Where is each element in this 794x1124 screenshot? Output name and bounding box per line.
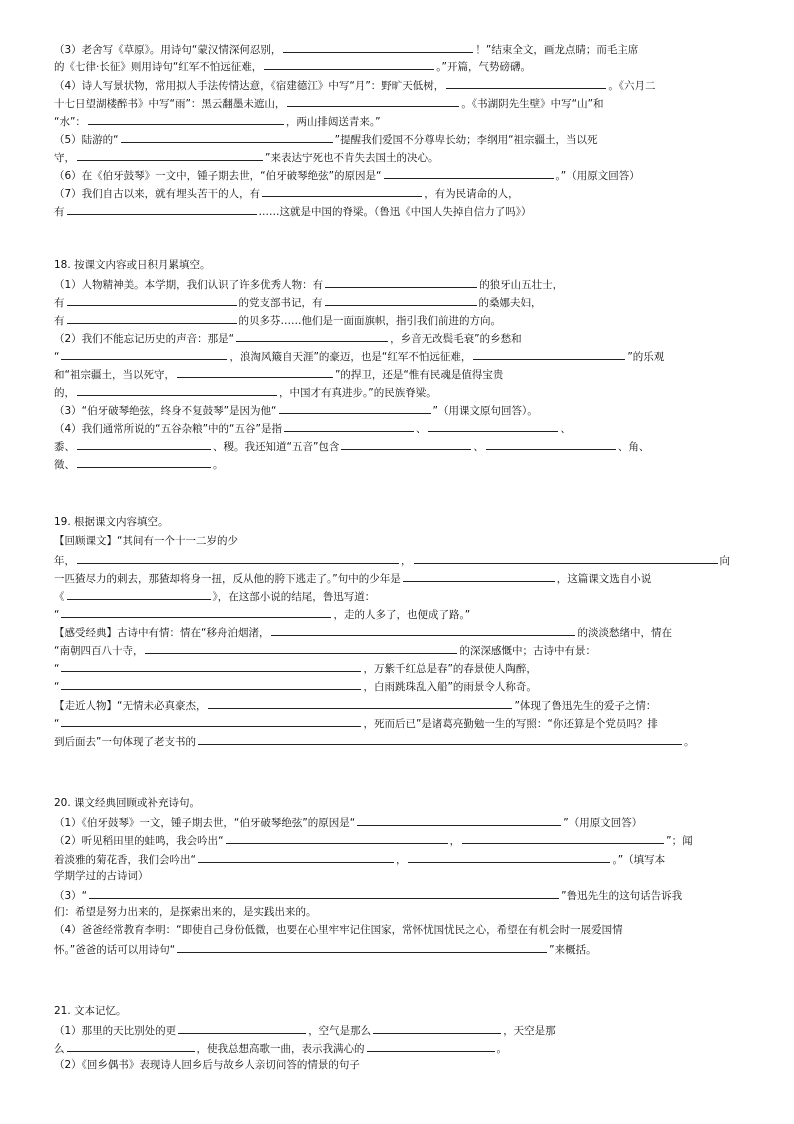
text-line	[54, 348, 664, 364]
line-text: （2）我们不能忘记历史的声音：那是“	[54, 333, 235, 345]
line-text: “	[54, 609, 60, 621]
answer-blank[interactable]	[77, 384, 277, 396]
line-text: 。”（用原文回答）	[555, 170, 640, 182]
answer-blank[interactable]	[341, 438, 471, 450]
answer-blank[interactable]	[284, 420, 414, 432]
line-text: 。《六月二	[608, 80, 656, 92]
line-text: ，乡音无改鬓毛衰”的乡愁和	[390, 333, 522, 345]
answer-blank[interactable]	[428, 420, 558, 432]
line-text: 们：希望是努力出来的，是探索出来的，是实践出来的。	[54, 906, 317, 918]
text-line	[54, 552, 730, 568]
text-line	[54, 131, 598, 147]
line-text: 的狼牙山五壮士，	[479, 279, 564, 291]
text-line	[54, 95, 604, 111]
text-line	[54, 185, 519, 201]
line-text: 18. 按课文内容或日积月累填空。	[54, 259, 211, 271]
answer-blank[interactable]	[279, 402, 431, 414]
line-text: 年，	[54, 555, 75, 567]
line-text: “水”：	[54, 116, 86, 128]
line-text: 一匹猹尽力的刺去，那猹却将身一扭，反从他的胯下逃走了。”句中的少年是	[54, 573, 401, 585]
text-line	[54, 384, 437, 400]
line-text: ，浪淘风簸自天涯”的豪迈，也是“红军不怕远征难，	[229, 351, 472, 363]
text-line	[54, 1022, 556, 1038]
answer-blank[interactable]	[373, 1022, 501, 1034]
text-line	[54, 1004, 127, 1018]
line-text: （6）在《伯牙鼓琴》一文中，锺子期去世，“伯牙破琴绝弦”的原因是“	[54, 170, 382, 182]
line-text: 。”（填写本	[612, 854, 666, 866]
text-line	[54, 41, 638, 57]
answer-blank[interactable]	[178, 1022, 306, 1034]
text-line	[54, 851, 665, 867]
text-line	[54, 149, 438, 165]
text-line	[54, 203, 532, 219]
line-text: ，有为民请命的人，	[424, 188, 519, 200]
line-text: “	[54, 718, 60, 730]
answer-blank[interactable]	[61, 606, 331, 618]
line-text: 黍、	[54, 441, 75, 453]
answer-blank[interactable]	[67, 294, 237, 306]
line-text: ，白雨跳珠乱入船”的雨景令人称奇。	[363, 681, 537, 693]
answer-blank[interactable]	[473, 348, 625, 360]
line-text: （5）陆游的“	[54, 134, 119, 146]
text-line	[54, 697, 656, 713]
line-text: 、	[473, 441, 484, 453]
line-text: ，	[401, 555, 412, 567]
line-text: 、稷。我还知道“五音”包含	[213, 441, 340, 453]
text-line	[54, 167, 640, 183]
line-text: 、角、	[617, 441, 650, 453]
answer-blank[interactable]	[198, 851, 394, 863]
text-line	[54, 420, 571, 436]
text-line	[54, 869, 149, 883]
text-line	[54, 312, 501, 328]
answer-blank[interactable]	[77, 438, 211, 450]
line-text: （2）《回乡偶书》表现诗人回乡后与故乡人亲切问答的情景的句子	[54, 1059, 360, 1071]
line-text: 的桑娜夫妇，	[478, 297, 542, 309]
line-text: 【回顾课文】“其间有一个十一二岁的少	[54, 535, 238, 547]
answer-blank[interactable]	[414, 552, 718, 564]
text-line	[54, 814, 642, 830]
text-line	[54, 905, 317, 919]
line-text: ，空气是那么	[308, 1025, 372, 1037]
answer-blank[interactable]	[287, 95, 459, 107]
text-line	[54, 438, 649, 454]
line-text: 》，在这部小说的结尾，鲁迅写道：	[212, 591, 376, 603]
text-line	[54, 258, 211, 272]
line-text: 有	[54, 315, 65, 327]
line-text: （4）我们通常所说的“五谷杂粮”中的“五谷”是指	[54, 423, 282, 435]
line-text: （1）那里的天比别处的更	[54, 1025, 177, 1037]
answer-blank[interactable]	[61, 348, 227, 360]
answer-blank[interactable]	[121, 131, 333, 143]
line-text: （4）爸爸经常教育李明：“即使自己身份低微，也要在心里牢牢记住国家，常怀忧国忧民之心，希望在有机会时一展爱国情	[54, 924, 623, 936]
line-text: 。《书湖阴先生壁》中写“山”和	[461, 98, 604, 110]
answer-blank[interactable]	[177, 941, 547, 953]
line-text: 的深深感慨中；古诗中有景：	[459, 645, 596, 657]
line-text: 【走近人物】“无情未必真豪杰，	[54, 700, 207, 712]
text-line	[54, 1040, 507, 1056]
answer-blank[interactable]	[367, 1040, 495, 1052]
answer-blank[interactable]	[325, 294, 477, 306]
line-text: （3）老舍写《草原》。用诗句“蒙汉情深何忍别，	[54, 44, 282, 56]
answer-blank[interactable]	[264, 58, 434, 70]
line-text: ”鲁迅先生的这句话告诉我	[561, 890, 683, 902]
line-text: ，中国才有真进步。”的民族脊梁。	[279, 387, 437, 399]
text-line	[54, 456, 224, 472]
answer-blank[interactable]	[283, 41, 473, 53]
line-text: ”的捍卫，还是“惟有民魂是值得宝贵	[334, 369, 504, 381]
text-line	[54, 330, 522, 346]
line-text: 、	[415, 423, 427, 435]
line-text: （2）听见稻田里的蛙鸣，我会吟出“	[54, 835, 224, 847]
line-text: ”提醒我们爱国不分尊卑长幼；李纲用“祖宗疆土，当以死	[334, 134, 598, 146]
text-line	[54, 1058, 360, 1072]
line-text: 到后面去”一句体现了老支书的	[54, 736, 196, 748]
line-text: 。	[213, 459, 224, 471]
line-text: 。	[496, 1043, 507, 1055]
line-text: ，使我总想高歌一曲，表示我满心的	[196, 1043, 365, 1055]
text-line	[54, 58, 531, 74]
line-text: 和“祖宗疆土，当以死守，	[54, 369, 175, 381]
text-line	[54, 887, 682, 903]
text-line	[54, 515, 169, 529]
answer-blank[interactable]	[61, 715, 361, 727]
line-text: ”（用原文回答）	[563, 817, 643, 829]
line-text: ，	[395, 854, 407, 866]
line-text: 。	[683, 736, 695, 748]
line-text: 19. 根据课文内容填空。	[54, 516, 169, 528]
answer-blank[interactable]	[262, 185, 422, 197]
line-text: ！”结束全文，画龙点睛；而毛主席	[475, 44, 639, 56]
line-text: 的党支部书记，有	[238, 297, 323, 309]
answer-blank[interactable]	[226, 832, 448, 844]
line-text: ，死而后已”是诸葛亮勤勉一生的写照：“你还算是个党员吗？排	[363, 718, 658, 730]
line-text: 怀。”爸爸的话可以用诗句“	[54, 944, 176, 956]
line-text: 的贝多芬……他们是一面面旗帜，指引我们前进的方向。	[238, 315, 501, 327]
answer-blank[interactable]	[325, 276, 477, 288]
line-text: ”体现了鲁迅先生的爱子之情：	[514, 700, 657, 712]
line-text: 《	[54, 591, 65, 603]
line-text: （1）《伯牙鼓琴》一文，锺子期去世，“伯牙破琴绝弦”的原因是“	[54, 817, 356, 829]
line-text: （7）我们自古以来，就有埋头苦干的人，有	[54, 188, 261, 200]
answer-blank[interactable]	[236, 330, 388, 342]
text-line	[54, 606, 470, 622]
line-text: 向	[719, 555, 730, 567]
answer-blank[interactable]	[357, 814, 561, 826]
line-text: ”的乐观	[627, 351, 665, 363]
answer-blank[interactable]	[446, 77, 606, 89]
answer-blank[interactable]	[77, 149, 263, 161]
text-line	[54, 77, 656, 93]
answer-blank[interactable]	[77, 552, 399, 564]
text-line	[54, 832, 693, 848]
answer-blank[interactable]	[67, 312, 237, 324]
line-text: “南朝四百八十寺，	[54, 645, 144, 657]
line-text: 的《七律·长征》则用诗句“红军不怕远征难，	[54, 61, 263, 73]
line-text: 么	[54, 1043, 65, 1055]
answer-blank[interactable]	[208, 697, 512, 709]
line-text: “	[54, 663, 60, 675]
line-text: （1）人物精神美。本学期，我们认识了许多优秀人物：有	[54, 279, 324, 291]
line-text: 的，	[54, 387, 75, 399]
line-text: 着淡雅的菊花香，我们会吟出“	[54, 854, 196, 866]
answer-blank[interactable]	[89, 887, 559, 899]
answer-blank[interactable]	[67, 588, 211, 600]
line-text: 徵、	[54, 459, 75, 471]
text-line	[54, 366, 503, 382]
line-text: 十七日望湖楼醉书》中写“雨”：黑云翻墨未遮山，	[54, 98, 286, 110]
line-text: ，	[449, 835, 461, 847]
line-text: ，这篇课文选自小说	[556, 573, 652, 585]
line-text: ，天空是那	[503, 1025, 556, 1037]
text-line	[54, 642, 596, 658]
answer-blank[interactable]	[198, 733, 682, 745]
line-text: 有	[54, 297, 65, 309]
text-line	[54, 796, 200, 810]
line-text: 。”开篇，气势磅礴。	[436, 61, 531, 73]
line-text: （4）诗人写景状物，常用拟人手法传情达意，《宿建德江》中写“月”：野旷天低树，	[54, 80, 445, 92]
text-line	[54, 534, 238, 548]
text-line	[54, 402, 538, 418]
line-text: （3）“伯牙破琴绝弦，终身不复鼓琴”是因为他“	[54, 405, 277, 417]
answer-blank[interactable]	[462, 832, 664, 844]
line-text: 21. 文本记忆。	[54, 1005, 127, 1017]
answer-blank[interactable]	[486, 438, 616, 450]
line-text: ，两山排闼送青来。”	[285, 116, 381, 128]
answer-blank[interactable]	[384, 167, 554, 179]
answer-blank[interactable]	[408, 851, 610, 863]
text-line	[54, 588, 375, 604]
answer-blank[interactable]	[403, 570, 555, 582]
line-text: “	[54, 351, 60, 363]
line-text: “	[54, 681, 60, 693]
answer-blank[interactable]	[88, 113, 284, 125]
line-text: 守，	[54, 152, 75, 164]
line-text: ……这就是中国的脊梁。（鲁迅《中国人失掉自信力了吗》）	[258, 206, 532, 218]
line-text: 有	[54, 206, 65, 218]
text-line	[54, 624, 672, 640]
line-text: （3）“	[54, 890, 88, 902]
line-text: 、	[560, 423, 571, 435]
text-line	[54, 294, 542, 310]
line-text: 的淡淡愁绪中，情在	[577, 627, 672, 639]
line-text: ”来表达宁死也不肯失去国土的决心。	[265, 152, 439, 164]
line-text: ”来概括。	[549, 944, 597, 956]
text-line	[54, 276, 563, 292]
text-line	[54, 715, 658, 731]
answer-blank[interactable]	[67, 203, 257, 215]
text-line	[54, 923, 623, 937]
answer-blank[interactable]	[67, 1040, 195, 1052]
text-line	[54, 678, 537, 694]
answer-blank[interactable]	[61, 660, 361, 672]
text-line	[54, 113, 381, 129]
answer-blank[interactable]	[77, 456, 211, 468]
answer-blank[interactable]	[61, 678, 361, 690]
text-line	[54, 941, 597, 957]
text-line	[54, 660, 537, 676]
line-text: 【感受经典】古诗中有情：情在“移舟泊烟渚，	[54, 627, 270, 639]
line-text: 20. 课文经典回顾或补充诗句。	[54, 797, 201, 809]
answer-blank[interactable]	[177, 366, 333, 378]
text-line	[54, 570, 651, 586]
answer-blank[interactable]	[271, 624, 575, 636]
line-text: ”；闻	[666, 835, 693, 847]
line-text: 学期学过的古诗词）	[54, 870, 149, 882]
line-text: ，走的人多了，也便成了路。”	[333, 609, 471, 621]
line-text: ，万紫千红总是春”的春景使人陶醉，	[363, 663, 537, 675]
text-line	[54, 733, 694, 749]
answer-blank[interactable]	[145, 642, 457, 654]
line-text: ”（用课文原句回答）。	[432, 405, 538, 417]
